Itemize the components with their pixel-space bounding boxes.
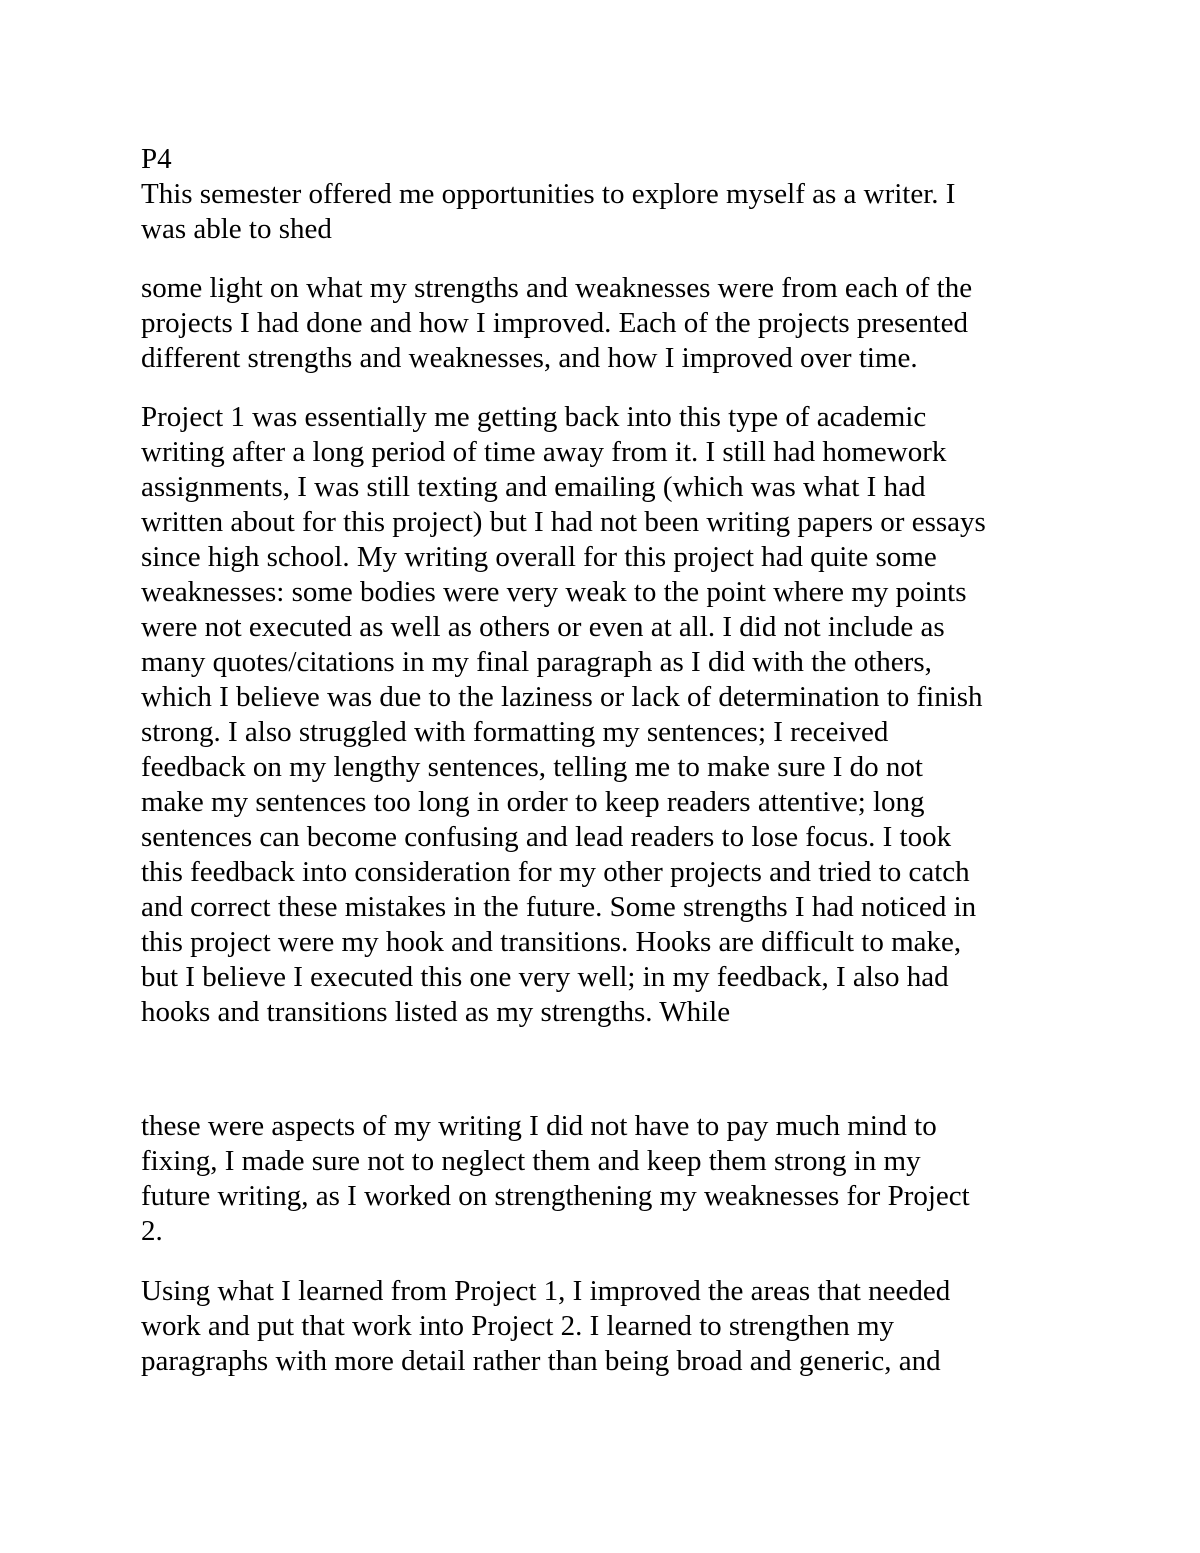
paragraph-project-1-continued: these were aspects of my writing I did not have to pay much mind to fixing, I made sure not to neglect them and keep them strong in my future writing, as I worked on strengthening my weaknesses for Project 2. (141, 1110, 970, 1247)
paragraph-strengths-overview: some light on what my strengths and weaknesses were from each of the projects I had done and how I improved. Each of the projects presented different strengths and weaknesses, and how I improved over time. (141, 272, 973, 374)
paragraph-project-1: Project 1 was essentially me getting back into this type of academic writing after a long period of time away from it. I still had homework assignments, I was still texting and emailing (which was what I had written about for this project) but I had not been writing papers or essays since high school. My writing overall for this project had quite some weaknesses: some bodies were very weak to the point where my points were not executed as well as others or even at all. I did not include as many quotes/citations in my final paragraph as I did with the others, which I believe was due to the laziness or lack of determination to finish strong. I also struggled with formatting my sentences; I received feedback on my lengthy sentences, telling me to make sure I do not make my sentences too long in order to keep readers attentive; long sentences can become confusing and lead readers to lose focus. I took this feedback into consideration for my other projects and tried to catch and correct these mistakes in the future. Some strengths I had noticed in this project were my hook and transitions. Hooks are difficult to make, but I believe I executed this one very well; in my feedback, I also had hooks and transitions listed as my strengths. While (141, 401, 986, 1028)
paragraph-project-2: Using what I learned from Project 1, I improved the areas that needed work and put that work into Project 2. I learned to strengthen my paragraphs with more detail rather than being broad and generic, and (141, 1275, 951, 1377)
paragraph-intro: This semester offered me opportunities to explore myself as a writer. I was able to shed (141, 178, 956, 245)
page-heading: P4 (141, 143, 172, 175)
